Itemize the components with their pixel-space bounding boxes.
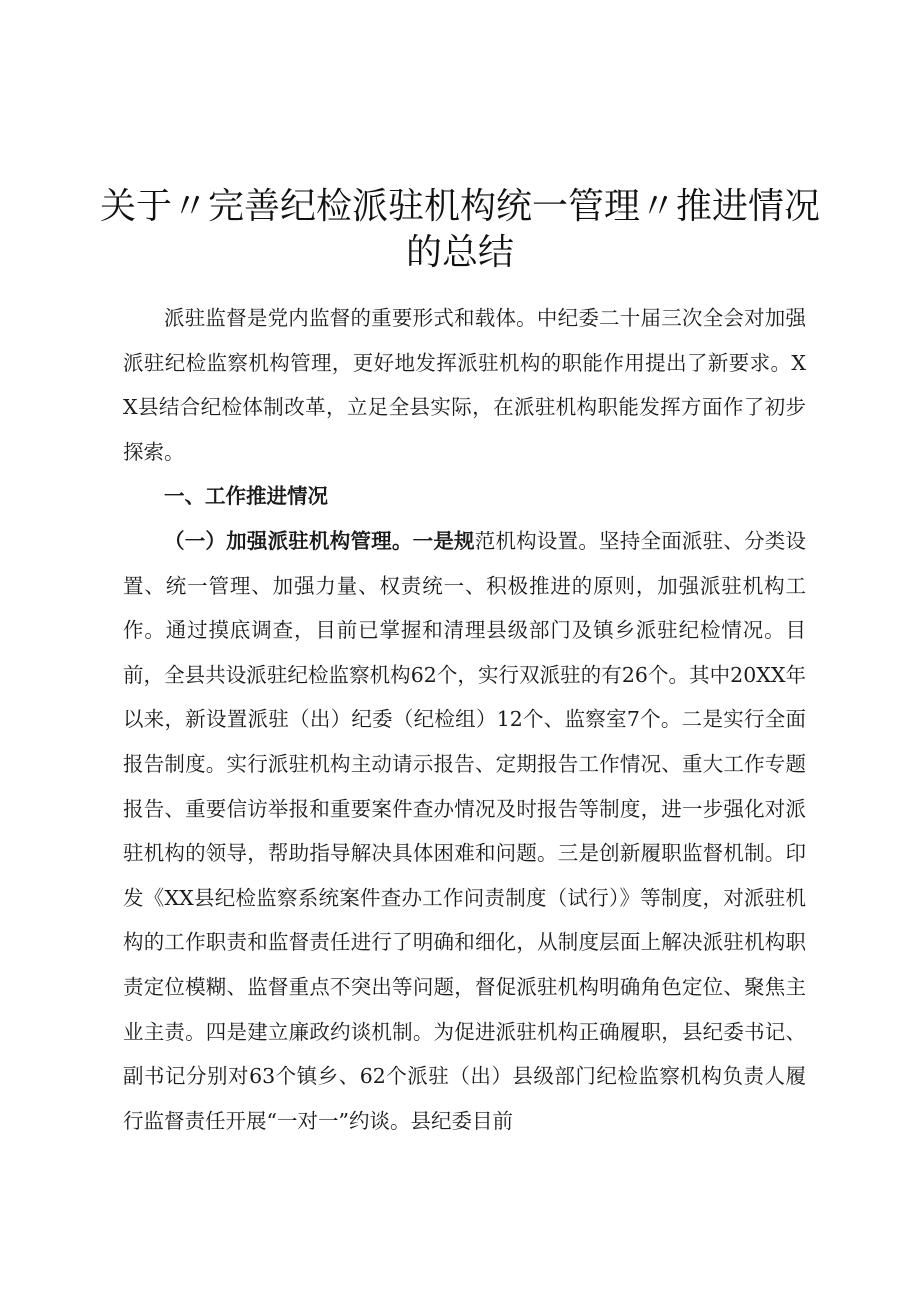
- intro-paragraph: 派驻监督是党内监督的重要形式和载体。中纪委二十届三次全会对加强派驻纪检监察机构管理，更好地发挥派驻机构的职能作用提出了新要求。XX县结合纪检体制改革，立足全县实际，在派驻机构职能发挥方面作了初步探索。: [123, 306, 806, 464]
- document-body: [123, 296, 806, 1143]
- title-line-1: 关于〃完善纪检派驻机构统一管理〃推进情况: [100, 186, 821, 228]
- title-line-2: 的总结: [405, 232, 514, 274]
- document-title: [100, 184, 820, 276]
- subsection-lead: （一）加强派驻机构管理。一是规: [164, 528, 475, 553]
- subsection-text: 范机构设置。坚持全面派驻、分类设置、统一管理、加强力量、权责统一、积极推进的原则，加强派驻机构工作。通过摸底调查，目前已掌握和清理县级部门及镇乡派驻纪检情况。目前，全县共设派驻纪检监察机构62个，实行双派驻的有26个。其中20XX年以来，新设置派驻（出）纪委（纪检组）12个、监察室7个。二是实行全面报告制度。实行派驻机构主动请示报告、定期报告工作情况、重大工作专题报告、重要信访举报和重要案件查办情况及时报告等制度，进一步强化对派驻机构的领导，帮助指导解决具体困难和问题。三是创新履职监督机制。印发《XX县纪检监察系统案件查办工作问责制度（试行）》等制度，对派驻机构的工作职责和监督责任进行了明确和细化，从制度层面上解决派驻机构职责定位模糊、监督重点不突出等问题，督促派驻机构明确角色定位、聚焦主业主责。四是建立廉政约谈机制。为促进派驻机构正确履职，县纪委书记、副书记分别对63个镇乡、62个派驻（出）县级部门纪检监察机构负责人履行监督责任开展“一对一”约谈。县纪委目前: [123, 528, 806, 1133]
- section-heading: 一、工作推进情况: [164, 484, 328, 509]
- subsection-paragraph: [123, 519, 806, 1143]
